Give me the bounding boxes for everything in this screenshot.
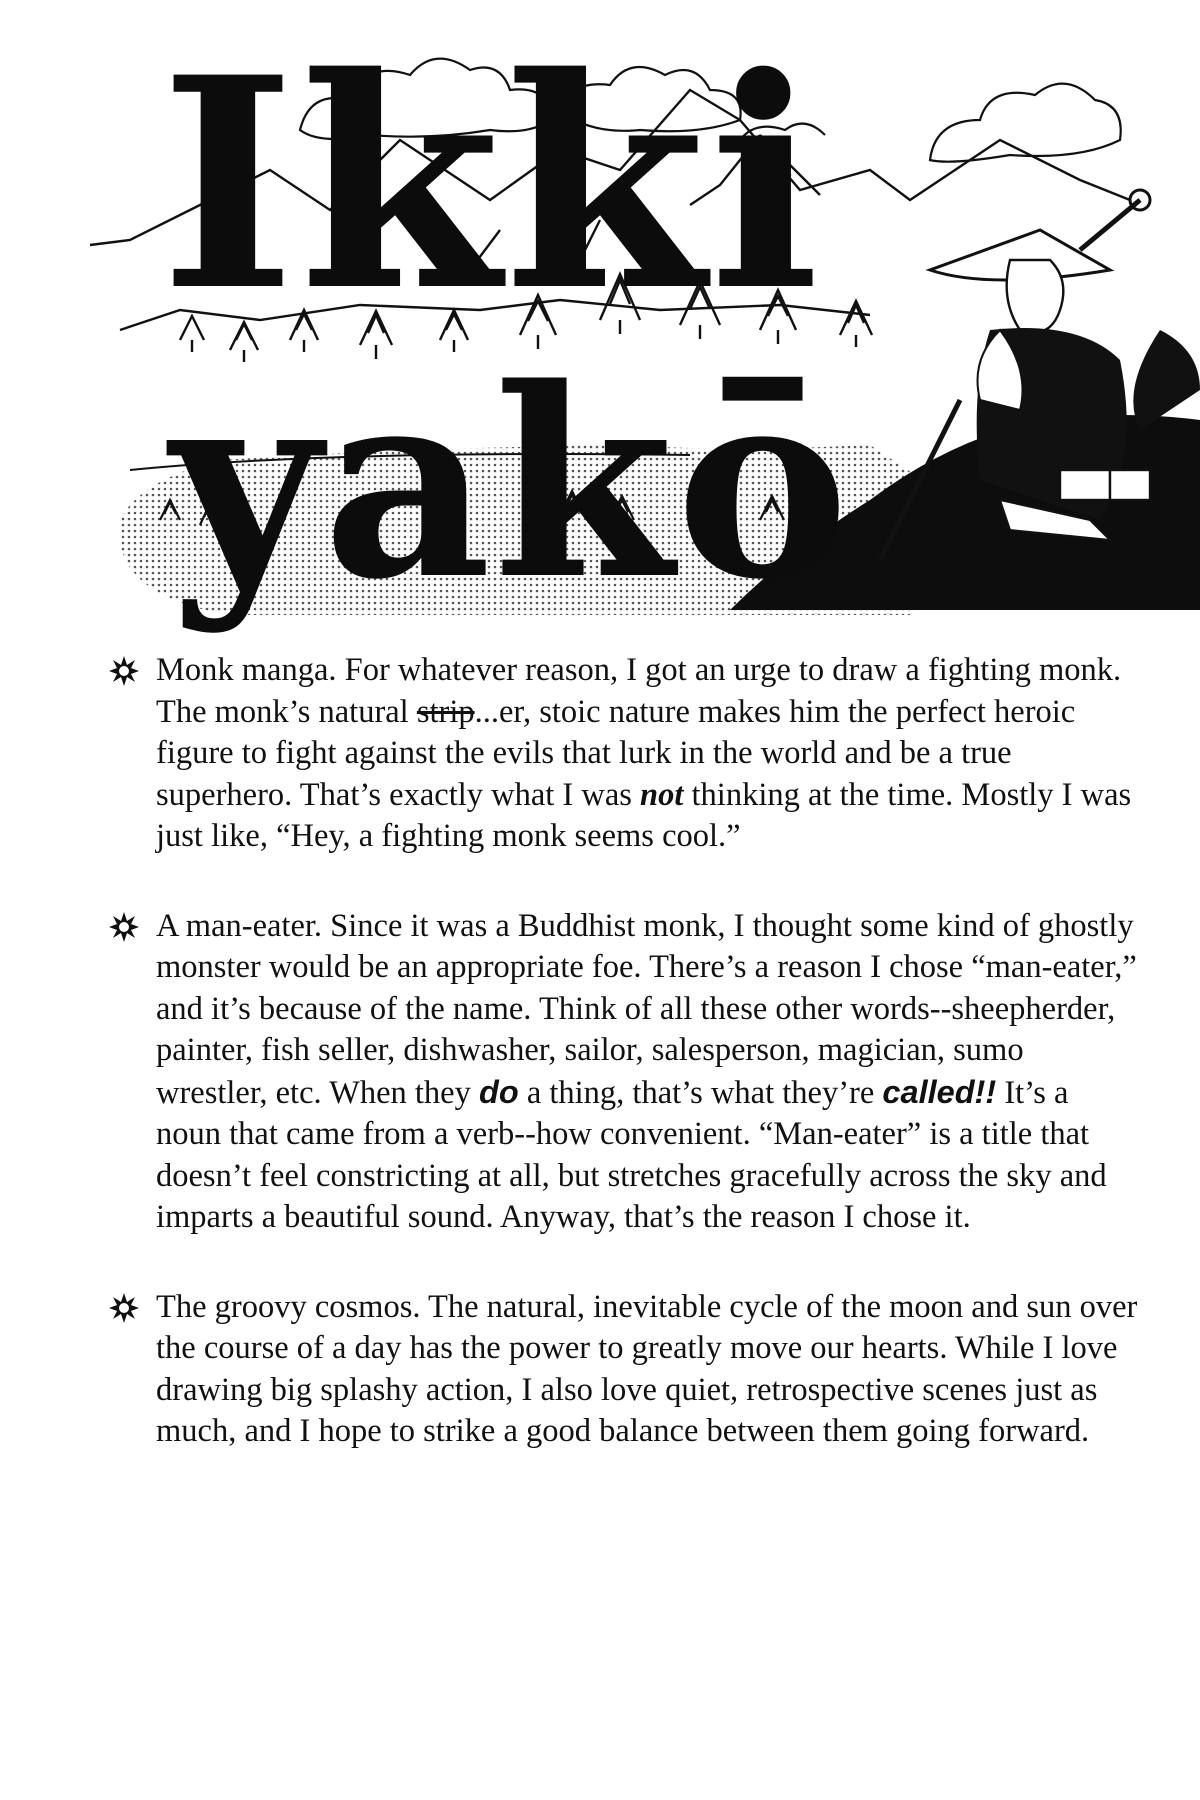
title-line-2: yakō xyxy=(170,332,852,637)
strikethrough-word: strip xyxy=(416,693,475,730)
emphasis-do: do xyxy=(478,1073,519,1110)
paragraph-1-text-a: Monk manga. For whatever reason, I got an urge to draw a fighting monk. The monk’s natural xyxy=(156,652,1122,730)
notes-body xyxy=(108,650,1138,1501)
paragraph-1-text-c: thinking at the time. Mostly I was just like, “Hey, a fighting monk seems cool.” xyxy=(156,776,1132,854)
paragraph-1-text-b: ...er, stoic nature makes him the perfect heroic figure to fight against the evils that lurk in the world and be a true superhero. That’s exactly what I was xyxy=(156,693,1076,813)
paragraph-2-text-c: It’s a noun that came from a verb--how convenient. “Man-eater” is a title that doesn’t feel constricting at all, but stretches gracefully across the sky and imparts a beautiful sound. Anyway, that’s the reason I chose it. xyxy=(156,1074,1107,1235)
paragraph-2-text-a: A man-eater. Since it was a Buddhist monk, I thought some kind of ghostly monster would be an appropriate foe. There’s a reason I chose “man-eater,” and it’s because of the name. Think of all these other words--sheepherder, painter, fish seller, dishwasher, sailor, salesperson, magician, sumo wrestler, etc. When they xyxy=(156,907,1137,1111)
paragraph-monk-manga xyxy=(108,650,1138,858)
paragraph-2-text-b: a thing, that’s what they’re xyxy=(518,1074,883,1111)
title-line-1: Ikki xyxy=(160,15,824,355)
starburst-bullet-icon xyxy=(108,911,140,943)
paragraph-groovy-cosmos xyxy=(108,1287,1138,1453)
paragraph-3-text: The groovy cosmos. The natural, inevitable cycle of the moon and sun over the course of a day has the power to greatly move our hearts. While I love drawing big splashy action, I also love quiet, retrospective scenes just as much, and I hope to strike a good balance between them going forward. xyxy=(156,1288,1138,1449)
emphasis-called: called!! xyxy=(882,1073,997,1110)
paragraph-man-eater xyxy=(108,906,1138,1239)
starburst-bullet-icon xyxy=(108,1292,140,1324)
header-illustration xyxy=(0,0,1200,640)
emphasis-not: not xyxy=(640,776,684,813)
starburst-bullet-icon xyxy=(108,655,140,687)
